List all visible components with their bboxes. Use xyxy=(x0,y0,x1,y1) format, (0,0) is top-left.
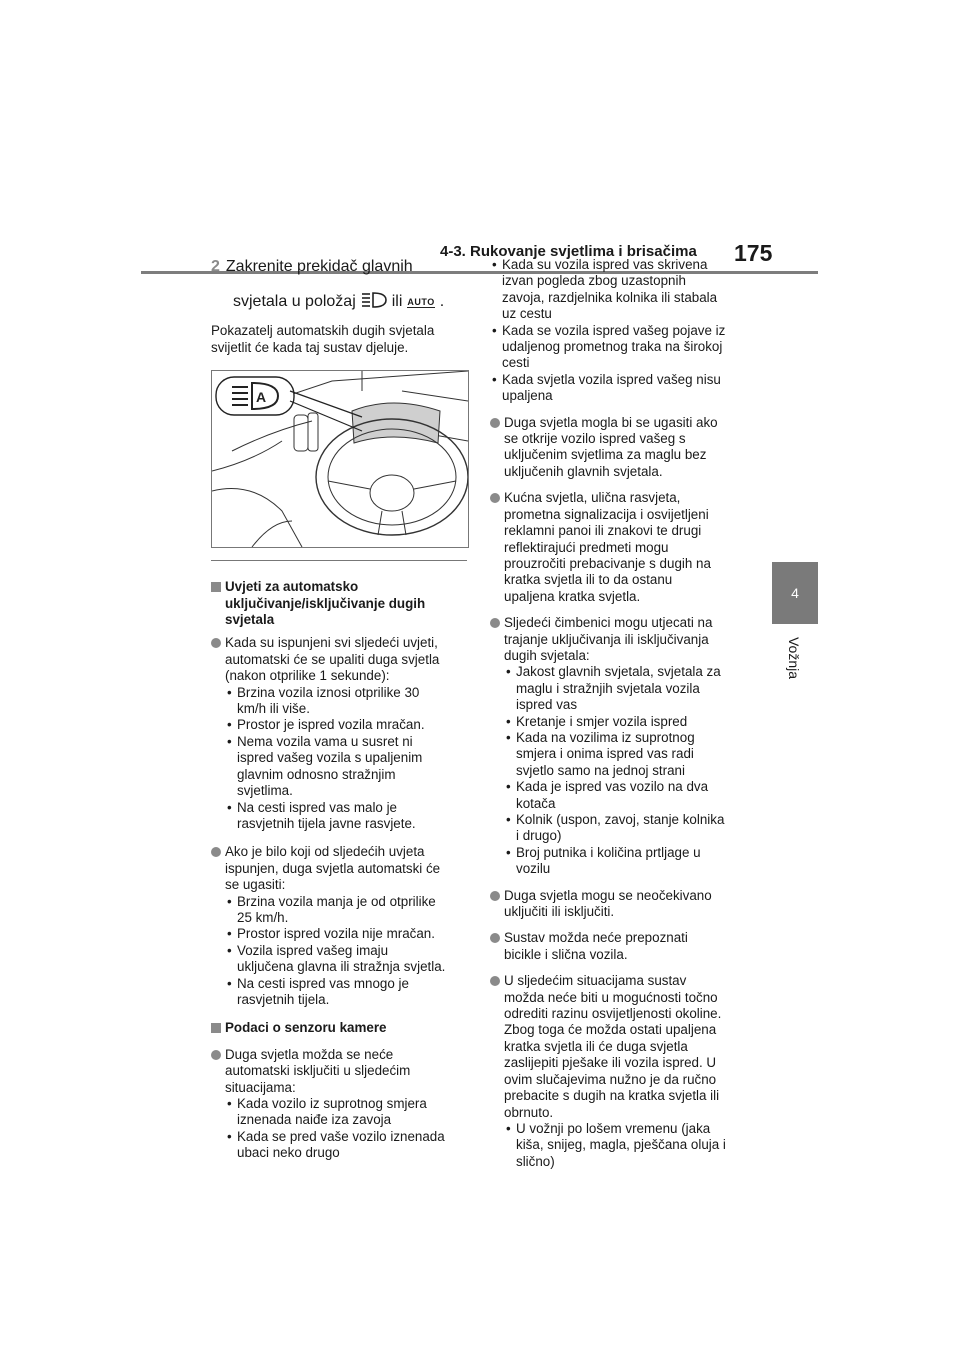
dot-item-3 xyxy=(211,1047,447,1162)
step-line-2b: ili xyxy=(391,293,403,310)
section-heading-camera xyxy=(211,1020,447,1036)
dot-item-1 xyxy=(211,635,447,832)
step-2 xyxy=(211,257,447,277)
sub-item: • Kada se pred vaše vozilo iznenada ubaci neko drugo xyxy=(227,1128,445,1161)
dot-item-2 xyxy=(211,844,447,1008)
dot5-text: Kućna svjetla, ulična rasvjeta, prometna signalizacija i osvijetljeni reklamni panoi ili znakovi te drugi reflektirajući predmeti mogu prouzročiti prebacivanje s dugih na kratka svjetla ili to da ostanu upaljena kratka svjetla. xyxy=(504,490,711,604)
step-line-2a: svjetala u položaj xyxy=(233,293,356,310)
round-bullet xyxy=(490,933,500,943)
sub-item: • Kada svjetla vozila ispred vašeg nisu upaljena xyxy=(492,371,721,404)
step-2-continuation xyxy=(211,291,447,313)
figure-icon-letter: A xyxy=(256,389,267,406)
sub-item: • Kada na vozilima iz suprotnog smjera i onima ispred vas radi svjetlo samo na jednoj strani xyxy=(506,729,695,778)
round-bullet xyxy=(490,891,500,901)
auto-icon: AUTO xyxy=(407,296,435,307)
section-title: 4-3. Rukovanje svjetlima i brisačima xyxy=(440,243,697,260)
sub-item: • Jakost glavnih svjetala, svjetala za maglu i stražnjih svjetala vozila ispred vas xyxy=(506,664,721,713)
dot-item-9 xyxy=(490,973,726,1170)
sub-item: • Vozila ispred vašeg imaju uključena glavna ili stražnja svjetla. xyxy=(227,942,446,975)
dot8-text: Sustav možda neće prepoznati bicikle i slična vozila. xyxy=(504,930,688,962)
sub-item: • U vožnji po lošem vremenu (jaka kiša, snijeg, magla, pješčana oluja i slično) xyxy=(506,1120,726,1169)
sub-item: • Kada vozilo iz suprotnog smjera iznenada naiđe iza zavoja xyxy=(227,1096,427,1128)
dashboard-illustration xyxy=(211,370,469,548)
dot-item-8 xyxy=(490,930,726,963)
section-square-bullet xyxy=(211,1023,221,1033)
dot6-text: Sljedeći čimbenici mogu utjecati na trajanje uključivanja ili isključivanja dugih svjetala: xyxy=(504,615,713,663)
section-heading-conditions xyxy=(211,579,447,628)
auto-high-beam-icon xyxy=(361,291,387,313)
chapter-tab: 4 xyxy=(772,562,818,624)
dot7-text: Duga svjetla mogu se neočekivano uključiti ili isključiti. xyxy=(504,887,712,920)
dot2-text: Ako je bilo koji od sljedećih uvjeta ispunjen, duga svjetla automatski će se ugasiti: xyxy=(225,844,441,893)
section-square-bullet xyxy=(211,582,221,592)
dot-item-4 xyxy=(490,415,726,481)
dashboard-drawing xyxy=(212,371,468,547)
section1-title: Uvjeti za automatsko uključivanje/isključivanje dugih svjetala xyxy=(225,579,426,628)
dot9-text: U sljedećim situacijama sustav možda neće biti u mogućnosti točno odrediti razinu osvijetljenosti okoline. Zbog toga će možda ostati upaljena kratka svjetla ili će duga svjetla zaslijepiti pješake ili vozila ispred. U ovim slučajevima nužno je da ručno prebacite s dugih na kratka svjetla ili obrnuto. xyxy=(504,973,722,1120)
step-number: 2 xyxy=(211,258,220,275)
step-line-2c: . xyxy=(439,293,445,310)
chapter-label-container xyxy=(774,628,814,688)
round-bullet xyxy=(490,418,500,428)
left-column xyxy=(211,257,447,1162)
sub-item: • Kada je ispred vas vozilo na dva kotača xyxy=(506,779,709,811)
sub-item: • Na cesti ispred vas mnogo je rasvjetnih tijela. xyxy=(227,975,409,1007)
chapter-label: Vožnja xyxy=(786,636,802,680)
dot3-text: Duga svjetla možda se neće automatski isključiti u sljedećim situacijama: xyxy=(225,1046,411,1095)
sub-item: • Broj putnika i količina prtljage u vozilu xyxy=(506,844,701,877)
sub-item: • Kada su vozila ispred vas skrivena izvan pogleda zbog uzastopnih zavoja, razdjelnika kolnika ili stabala uz cestu xyxy=(492,257,718,322)
figure-divider xyxy=(211,560,467,561)
sub-item: • Prostor ispred vozila nije mračan. xyxy=(227,926,435,942)
dot1-text: Kada su ispunjeni svi sljedeći uvjeti, automatski će se upaliti duga svjetla (nakon otprilike 1 sekunde): xyxy=(225,635,440,684)
sub-item: • Kolnik (uspon, zavoj, stanje kolnika i drugo) xyxy=(506,812,725,844)
round-bullet xyxy=(211,847,221,857)
round-bullet xyxy=(490,493,500,503)
page-number: 175 xyxy=(734,240,773,266)
sub-item: • Kada se vozila ispred vašeg pojave iz udaljenog prometnog traka na širokoj cesti xyxy=(492,322,726,371)
sub-item: • Na cesti ispred vas malo je rasvjetnih tijela javne rasvjete. xyxy=(227,799,416,831)
indicator-text: Pokazatelj automatskih dugih svjetala svijetlit će kada taj sustav djeluje. xyxy=(211,323,435,355)
round-bullet xyxy=(211,1050,221,1060)
dot-item-6 xyxy=(490,615,726,878)
round-bullet xyxy=(211,638,221,648)
sub-item: • Brzina vozila manja je od otprilike 25 km/h. xyxy=(227,893,436,925)
sub-item: • Kretanje i smjer vozila ispred xyxy=(506,713,688,729)
section2-title: Podaci o senzoru kamere xyxy=(225,1020,387,1036)
sub-item: • Nema vozila vama u susret ni ispred vašeg vozila s upaljenim glavnim odnosno stražnjim svjetlima. xyxy=(227,733,423,799)
step-line-1: Zakrenite prekidač glavnih xyxy=(225,258,413,275)
right-column xyxy=(490,257,726,1170)
sub-item: • Brzina vozila iznosi otprilike 30 km/h ili više. xyxy=(227,684,420,717)
dot4-text: Duga svjetla mogla bi se ugasiti ako se otkrije vozilo ispred vašeg s uključenim svjetlima za maglu bez uključenih glavnih svjetala. xyxy=(504,414,718,479)
round-bullet xyxy=(490,976,500,986)
dot-item-7 xyxy=(490,888,726,921)
sub-item: • Prostor je ispred vozila mračan. xyxy=(227,717,425,733)
round-bullet xyxy=(490,618,500,628)
dot-item-5 xyxy=(490,490,726,605)
